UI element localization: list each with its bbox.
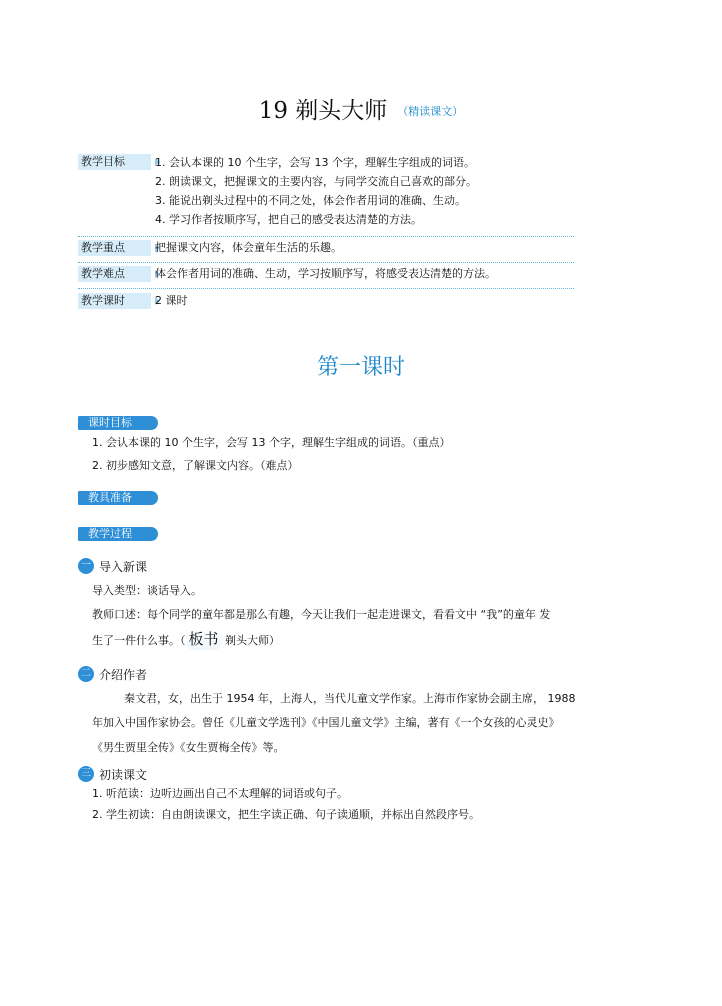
objectives-label: 教学目标 [78, 154, 151, 170]
section-number: 一 [78, 558, 94, 574]
hours-text: 2 课时 [155, 294, 188, 307]
lesson-type: （精读课文） [397, 105, 464, 118]
divider [78, 288, 574, 289]
board-label: 板书 [186, 629, 222, 650]
section-title: 初读课文 [99, 768, 148, 782]
goal-item: 1. 会认本课的 10 个生字，会写 13 个字，理解生字组成的词语。（重点） [92, 436, 451, 449]
hours-label: 教学课时 [78, 293, 151, 309]
intro-type: 导入类型：谈话导入。 [92, 584, 202, 597]
difficulties-row [78, 266, 574, 290]
key-points-row [78, 240, 574, 264]
section-title: 导入新课 [99, 560, 148, 574]
author-paragraph: 秦文君，女，出生于 1954 年，上海人，当代儿童文学作家。上海市作家协会副主席， 1988 [124, 692, 576, 705]
section-number: 二 [78, 666, 94, 682]
reading-step: 1. 听范读：边听边画出自己不太理解的词语或句子。 [92, 787, 348, 800]
section-title: 介绍作者 [99, 668, 148, 682]
divider [78, 236, 574, 237]
lesson-period-title: 第一课时 [316, 355, 405, 380]
objective-item: 4. 学习作者按顺序写，把自己的感受表达清楚的方法。 [155, 213, 422, 226]
prep-pill: 教具准备 [78, 491, 158, 505]
reading-step: 2. 学生初读：自由朗读课文，把生字读正确、句子读通顺，并标出自然段序号。 [92, 808, 480, 821]
author-paragraph: 《男生贾里全传》《女生贾梅全传》等。 [92, 741, 285, 754]
divider [78, 262, 574, 263]
key-points-text: 把握课文内容，体会童年生活的乐趣。 [155, 241, 342, 254]
difficulties-text: 体会作者用词的准确、生动，学习按顺序写，将感受表达清楚的方法。 [155, 267, 496, 280]
objective-item: 2. 朗读课文，把握课文的主要内容，与同学交流自己喜欢的部分。 [155, 175, 477, 188]
objectives-list [155, 153, 477, 229]
teacher-speech: 教师口述：每个同学的童年都是那么有趣，今天让我们一起走进课文，看看文中 “我”的童年 发 [92, 608, 551, 621]
goals-pill: 课时目标 [78, 416, 158, 430]
process-pill: 教学过程 [78, 527, 158, 541]
key-points-label: 教学重点 [78, 240, 151, 256]
teacher-speech: 生了一件什么事。（ 板书 剃头大师） [92, 630, 281, 648]
objectives-row [78, 154, 574, 238]
lesson-name: 19 剃头大师 [258, 98, 388, 124]
section-number: 三 [78, 766, 94, 782]
goal-item: 2. 初步感知文意，了解课文内容。（难点） [92, 459, 299, 472]
author-paragraph: 年加入中国作家协会。曾任《儿童文学选刊》《中国儿童文学》主编，著有《一个女孩的心灵史》 [92, 716, 560, 729]
hours-row [78, 293, 574, 313]
objective-item: 3. 能说出剃头过程中的不同之处，体会作者用词的准确、生动。 [155, 194, 466, 207]
difficulties-label: 教学难点 [78, 266, 151, 282]
document-title [0, 92, 722, 125]
objective-item: 1. 会认本课的 10 个生字，会写 13 个字，理解生字组成的词语。 [155, 156, 475, 169]
